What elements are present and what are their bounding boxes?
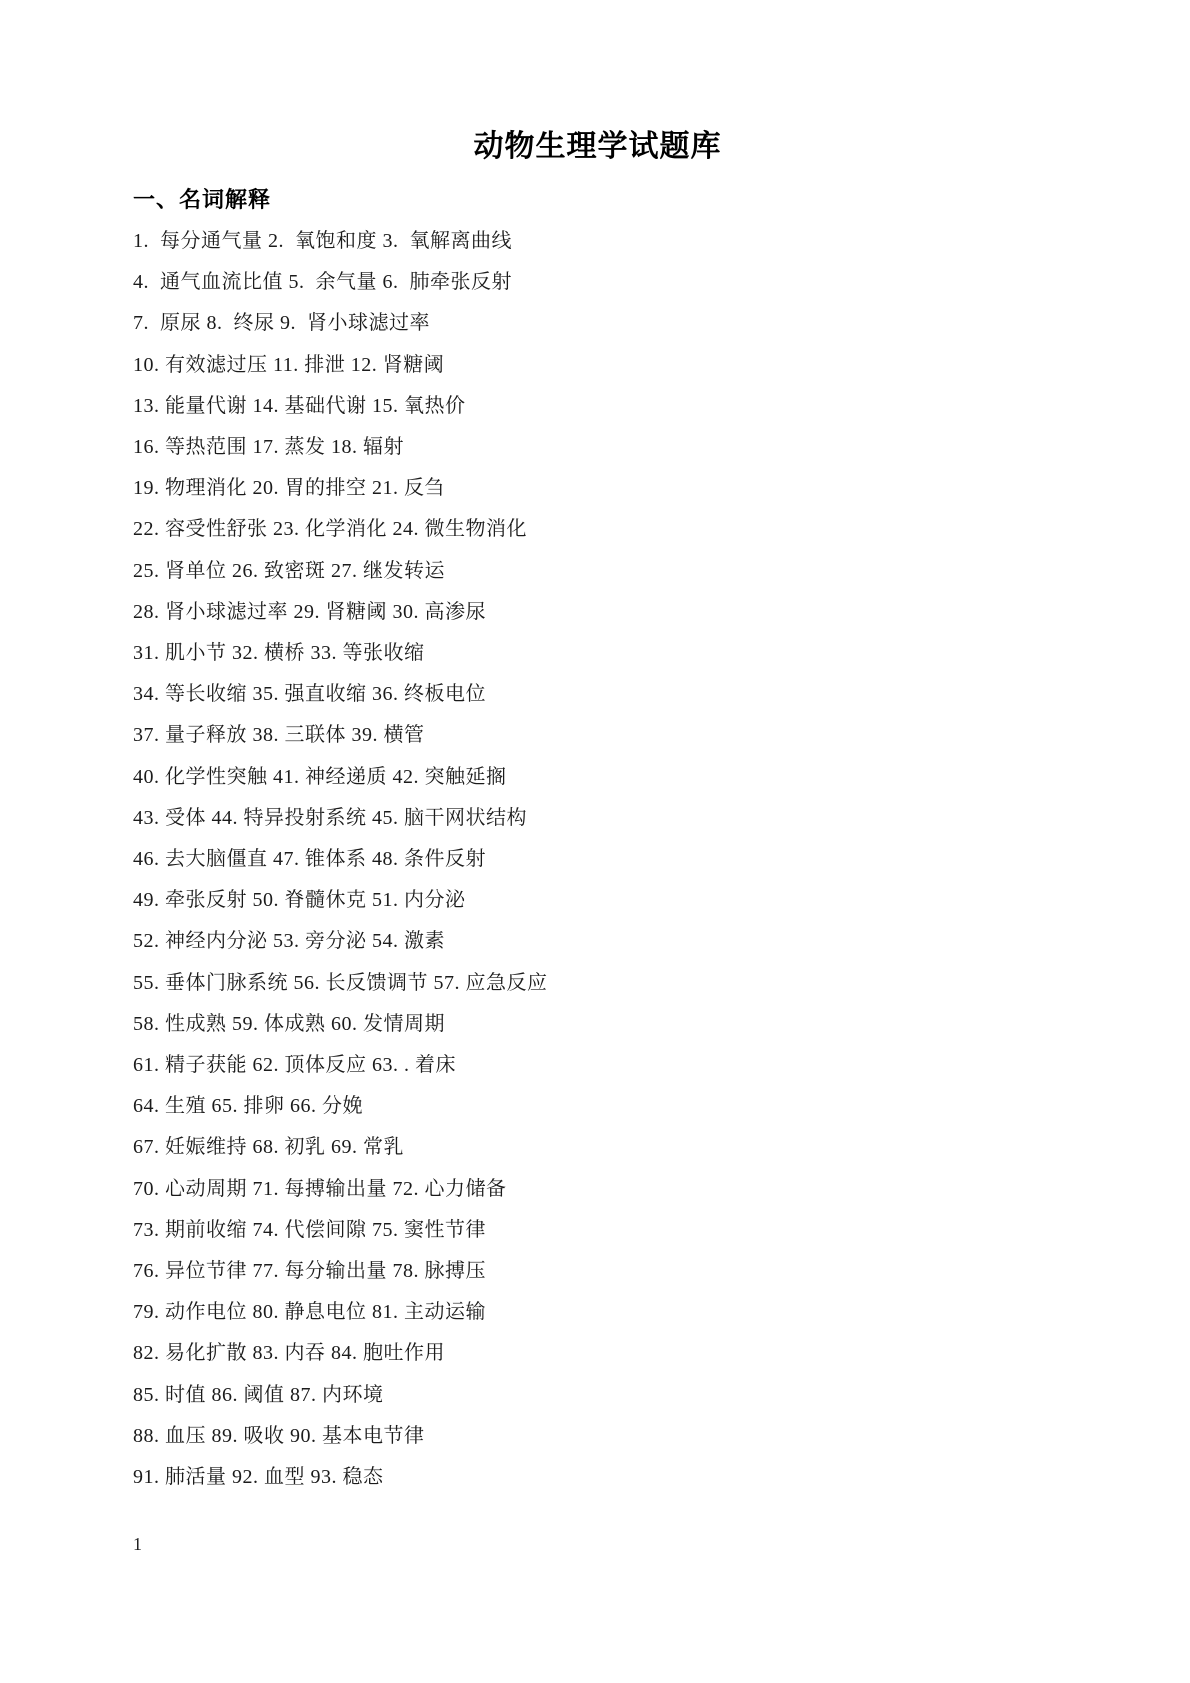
term-line: 52. 神经内分泌 53. 旁分泌 54. 激素	[133, 930, 445, 953]
term-line: 25. 肾单位 26. 致密斑 27. 继发转运	[133, 559, 445, 582]
term-line: 91. 肺活量 92. 血型 93. 稳态	[133, 1466, 384, 1489]
term-line: 34. 等长收缩 35. 强直收缩 36. 终板电位	[133, 683, 486, 706]
term-line: 43. 受体 44. 特异投射系统 45. 脑干网状结构	[133, 806, 527, 829]
term-line: 88. 血压 89. 吸收 90. 基本电节律	[133, 1424, 425, 1447]
term-line: 79. 动作电位 80. 静息电位 81. 主动运输	[133, 1301, 486, 1324]
term-line: 55. 垂体门脉系统 56. 长反馈调节 57. 应急反应	[133, 971, 548, 994]
term-line: 82. 易化扩散 83. 内吞 84. 胞吐作用	[133, 1342, 445, 1365]
term-line: 64. 生殖 65. 排卵 66. 分娩	[133, 1095, 363, 1118]
term-line: 19. 物理消化 20. 胃的排空 21. 反刍	[133, 477, 445, 500]
term-line: 73. 期前收缩 74. 代偿间隙 75. 窦性节律	[133, 1218, 486, 1241]
term-list	[133, 221, 1062, 1498]
document-title: 动物生理学试题库	[473, 130, 722, 163]
term-line: 13. 能量代谢 14. 基础代谢 15. 氧热价	[133, 394, 466, 417]
term-line: 10. 有效滤过压 11. 排泄 12. 肾糖阈	[133, 353, 445, 376]
term-line: 16. 等热范围 17. 蒸发 18. 辐射	[133, 436, 404, 459]
term-line: 31. 肌小节 32. 横桥 33. 等张收缩	[133, 642, 425, 665]
term-line: 61. 精子获能 62. 顶体反应 63. . 着床	[133, 1054, 456, 1077]
page-number: 1	[133, 1534, 142, 1554]
term-line: 85. 时值 86. 阈值 87. 内环境	[133, 1383, 384, 1406]
term-line: 22. 容受性舒张 23. 化学消化 24. 微生物消化	[133, 518, 527, 541]
term-line: 4. 通气血流比值 5. 余气量 6. 肺牵张反射	[133, 271, 512, 294]
term-line: 46. 去大脑僵直 47. 锥体系 48. 条件反射	[133, 848, 486, 871]
term-line: 58. 性成熟 59. 体成熟 60. 发情周期	[133, 1012, 445, 1035]
term-line: 49. 牵张反射 50. 脊髓休克 51. 内分泌	[133, 889, 466, 912]
term-line: 28. 肾小球滤过率 29. 肾糖阈 30. 高渗尿	[133, 600, 486, 623]
term-line: 70. 心动周期 71. 每搏输出量 72. 心力储备	[133, 1177, 507, 1200]
section-heading: 一、名词解释	[133, 187, 272, 212]
term-line: 67. 妊娠维持 68. 初乳 69. 常乳	[133, 1136, 404, 1159]
term-line: 76. 异位节律 77. 每分输出量 78. 脉搏压	[133, 1260, 486, 1283]
term-line: 37. 量子释放 38. 三联体 39. 横管	[133, 724, 425, 747]
term-line: 40. 化学性突触 41. 神经递质 42. 突触延搁	[133, 765, 507, 788]
term-line: 1. 每分通气量 2. 氧饱和度 3. 氧解离曲线	[133, 230, 512, 252]
term-line: 7. 原尿 8. 终尿 9. 肾小球滤过率	[133, 312, 430, 335]
